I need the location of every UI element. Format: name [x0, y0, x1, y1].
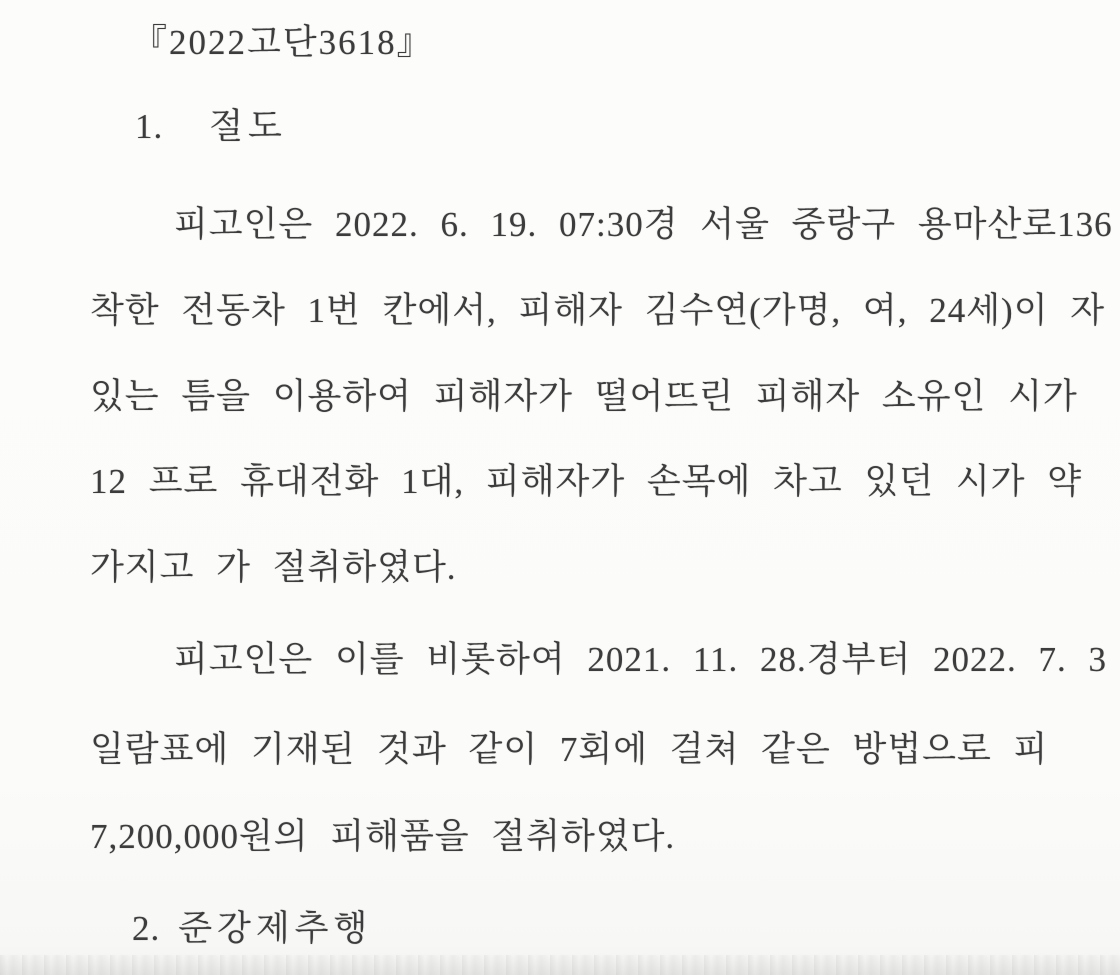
section-1-number: 1.: [135, 107, 164, 146]
section-1-heading: [135, 104, 287, 150]
paragraph-2-line-2: 일람표에 기재된 것과 같이 7회에 걸쳐 같은 방법으로 피: [90, 730, 1049, 769]
case-number: 『2022고단3618』: [132, 23, 434, 62]
section-1-title: 절도: [209, 107, 287, 146]
paragraph-2-line-3: 7,200,000원의 피해품을 절취하였다.: [90, 817, 676, 856]
scan-noise-band: [0, 955, 1120, 975]
paragraph-2-line-1: 피고인은 이를 비롯하여 2021. 11. 28.경부터 2022. 7. 3: [174, 640, 1107, 679]
section-2-heading: [132, 906, 372, 952]
paragraph-1-line-4: 12 프로 휴대전화 1대, 피해자가 손목에 차고 있던 시가 약: [90, 462, 1083, 501]
section-2-number: 2.: [132, 909, 161, 948]
paragraph-1-line-2: 착한 전동차 1번 칸에서, 피해자 김수연(가명, 여, 24세)이 자: [90, 291, 1106, 330]
paragraph-1-line-5: 가지고 가 절취하였다.: [90, 548, 457, 587]
paragraph-1-line-1: 피고인은 2022. 6. 19. 07:30경 서울 중랑구 용마산로136: [174, 205, 1113, 244]
section-2-title: 준강제추행: [178, 909, 373, 948]
paragraph-1-line-3: 있는 틈을 이용하여 피해자가 떨어뜨린 피해자 소유인 시가: [90, 377, 1078, 416]
